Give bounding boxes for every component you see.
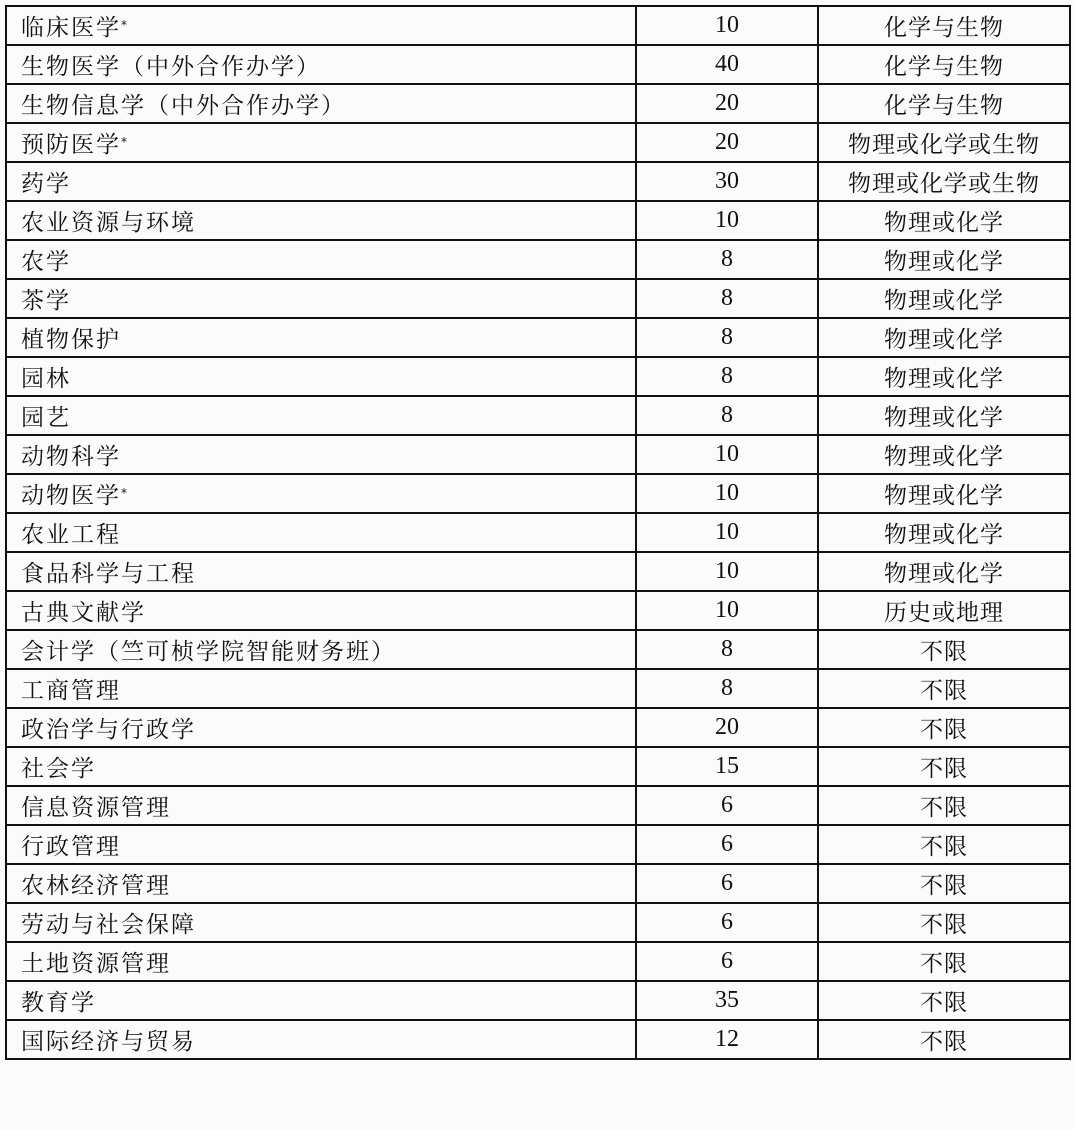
major-name-cell xyxy=(6,474,636,513)
table-row xyxy=(6,474,1070,513)
major-name: 预防医学 xyxy=(21,132,121,158)
subject-requirement-cell: 物理或化学 xyxy=(818,513,1070,552)
table-row xyxy=(6,591,1070,630)
quota-cell: 6 xyxy=(636,942,818,981)
major-name: 园林 xyxy=(21,366,71,392)
quota-cell: 10 xyxy=(636,552,818,591)
table-row xyxy=(6,630,1070,669)
subject-requirement-cell: 不限 xyxy=(818,630,1070,669)
major-name: 政治学与行政学 xyxy=(21,717,196,743)
table-row xyxy=(6,747,1070,786)
major-name-cell xyxy=(6,708,636,747)
subject-requirement-cell: 不限 xyxy=(818,825,1070,864)
major-name-cell xyxy=(6,864,636,903)
major-name: 社会学 xyxy=(21,756,96,782)
subject-requirement-cell: 物理或化学 xyxy=(818,474,1070,513)
subject-requirement-cell: 化学与生物 xyxy=(818,45,1070,84)
quota-cell: 35 xyxy=(636,981,818,1020)
quota-cell: 8 xyxy=(636,357,818,396)
major-name: 教育学 xyxy=(21,990,96,1016)
subject-requirement-cell: 物理或化学 xyxy=(818,240,1070,279)
major-name: 动物医学 xyxy=(21,483,121,509)
subject-requirement-cell: 历史或地理 xyxy=(818,591,1070,630)
major-name: 农学 xyxy=(21,249,71,275)
table-row xyxy=(6,357,1070,396)
table-row xyxy=(6,84,1070,123)
table-row xyxy=(6,942,1070,981)
major-name-cell xyxy=(6,591,636,630)
major-name: 农业工程 xyxy=(21,522,121,548)
major-name: 农业资源与环境 xyxy=(21,210,196,236)
table-row xyxy=(6,396,1070,435)
major-name-cell xyxy=(6,1020,636,1059)
subject-requirement-cell: 物理或化学或生物 xyxy=(818,162,1070,201)
subject-requirement-cell: 不限 xyxy=(818,669,1070,708)
major-name: 国际经济与贸易 xyxy=(21,1029,196,1055)
quota-cell: 10 xyxy=(636,474,818,513)
major-name: 茶学 xyxy=(21,288,71,314)
major-name: 信息资源管理 xyxy=(21,795,171,821)
major-name-cell xyxy=(6,552,636,591)
table-row xyxy=(6,669,1070,708)
major-name: 古典文献学 xyxy=(21,600,146,626)
major-name: 行政管理 xyxy=(21,834,121,860)
subject-requirement-cell: 不限 xyxy=(818,981,1070,1020)
major-name-cell xyxy=(6,630,636,669)
quota-cell: 40 xyxy=(636,45,818,84)
subject-requirement-cell: 物理或化学或生物 xyxy=(818,123,1070,162)
subject-requirement-cell: 不限 xyxy=(818,1020,1070,1059)
table-row xyxy=(6,981,1070,1020)
major-name: 生物信息学（中外合作办学） xyxy=(21,93,346,119)
table-row xyxy=(6,45,1070,84)
subject-requirement-cell: 不限 xyxy=(818,708,1070,747)
major-name: 园艺 xyxy=(21,405,71,431)
major-name: 生物医学（中外合作办学） xyxy=(21,54,321,80)
major-name-cell xyxy=(6,201,636,240)
quota-cell: 6 xyxy=(636,825,818,864)
major-name-cell xyxy=(6,279,636,318)
quota-cell: 6 xyxy=(636,903,818,942)
major-name-cell xyxy=(6,45,636,84)
asterisk-mark: * xyxy=(121,18,127,32)
table-row xyxy=(6,201,1070,240)
table-row xyxy=(6,123,1070,162)
quota-cell: 10 xyxy=(636,435,818,474)
subject-requirement-cell: 化学与生物 xyxy=(818,6,1070,45)
subject-requirement-cell: 不限 xyxy=(818,864,1070,903)
subject-requirement-cell: 不限 xyxy=(818,942,1070,981)
table-row xyxy=(6,903,1070,942)
major-name-cell xyxy=(6,513,636,552)
major-name: 动物科学 xyxy=(21,444,121,470)
quota-cell: 8 xyxy=(636,318,818,357)
subject-requirement-cell: 物理或化学 xyxy=(818,396,1070,435)
table-row xyxy=(6,318,1070,357)
major-name: 会计学（竺可桢学院智能财务班） xyxy=(21,639,396,665)
table-row xyxy=(6,162,1070,201)
table-row xyxy=(6,435,1070,474)
major-name-cell xyxy=(6,981,636,1020)
major-name-cell xyxy=(6,162,636,201)
major-name-cell xyxy=(6,942,636,981)
asterisk-mark: * xyxy=(121,486,127,500)
subject-requirement-cell: 物理或化学 xyxy=(818,435,1070,474)
table-row xyxy=(6,708,1070,747)
quota-cell: 8 xyxy=(636,279,818,318)
quota-cell: 30 xyxy=(636,162,818,201)
table-row xyxy=(6,1020,1070,1059)
quota-cell: 10 xyxy=(636,591,818,630)
major-name-cell xyxy=(6,6,636,45)
major-name-cell xyxy=(6,240,636,279)
major-name-cell xyxy=(6,84,636,123)
quota-cell: 12 xyxy=(636,1020,818,1059)
table-row xyxy=(6,513,1070,552)
quota-cell: 6 xyxy=(636,786,818,825)
table-row xyxy=(6,279,1070,318)
major-name-cell xyxy=(6,357,636,396)
major-name-cell xyxy=(6,123,636,162)
major-name-cell xyxy=(6,825,636,864)
quota-cell: 20 xyxy=(636,708,818,747)
major-name-cell xyxy=(6,903,636,942)
subject-requirement-cell: 物理或化学 xyxy=(818,201,1070,240)
quota-cell: 8 xyxy=(636,669,818,708)
major-name-cell xyxy=(6,669,636,708)
major-name: 食品科学与工程 xyxy=(21,561,196,587)
quota-cell: 10 xyxy=(636,513,818,552)
subject-requirement-cell: 不限 xyxy=(818,903,1070,942)
quota-cell: 8 xyxy=(636,630,818,669)
majors-table xyxy=(5,5,1071,1060)
quota-cell: 10 xyxy=(636,201,818,240)
major-name: 植物保护 xyxy=(21,327,121,353)
major-name: 临床医学 xyxy=(21,15,121,41)
table-row xyxy=(6,786,1070,825)
quota-cell: 15 xyxy=(636,747,818,786)
subject-requirement-cell: 物理或化学 xyxy=(818,318,1070,357)
table-row xyxy=(6,825,1070,864)
subject-requirement-cell: 化学与生物 xyxy=(818,84,1070,123)
major-name-cell xyxy=(6,786,636,825)
major-name-cell xyxy=(6,747,636,786)
subject-requirement-cell: 不限 xyxy=(818,747,1070,786)
table-row xyxy=(6,240,1070,279)
subject-requirement-cell: 物理或化学 xyxy=(818,357,1070,396)
table-row xyxy=(6,864,1070,903)
quota-cell: 20 xyxy=(636,84,818,123)
table-row xyxy=(6,552,1070,591)
quota-cell: 10 xyxy=(636,6,818,45)
table-row xyxy=(6,6,1070,45)
major-name-cell xyxy=(6,318,636,357)
major-name: 药学 xyxy=(21,171,71,197)
quota-cell: 6 xyxy=(636,864,818,903)
major-name: 土地资源管理 xyxy=(21,951,171,977)
quota-cell: 20 xyxy=(636,123,818,162)
asterisk-mark: * xyxy=(121,135,127,149)
major-name-cell xyxy=(6,435,636,474)
subject-requirement-cell: 物理或化学 xyxy=(818,279,1070,318)
major-name: 农林经济管理 xyxy=(21,873,171,899)
subject-requirement-cell: 物理或化学 xyxy=(818,552,1070,591)
major-name: 劳动与社会保障 xyxy=(21,912,196,938)
major-name-cell xyxy=(6,396,636,435)
quota-cell: 8 xyxy=(636,240,818,279)
subject-requirement-cell: 不限 xyxy=(818,786,1070,825)
major-name: 工商管理 xyxy=(21,678,121,704)
quota-cell: 8 xyxy=(636,396,818,435)
